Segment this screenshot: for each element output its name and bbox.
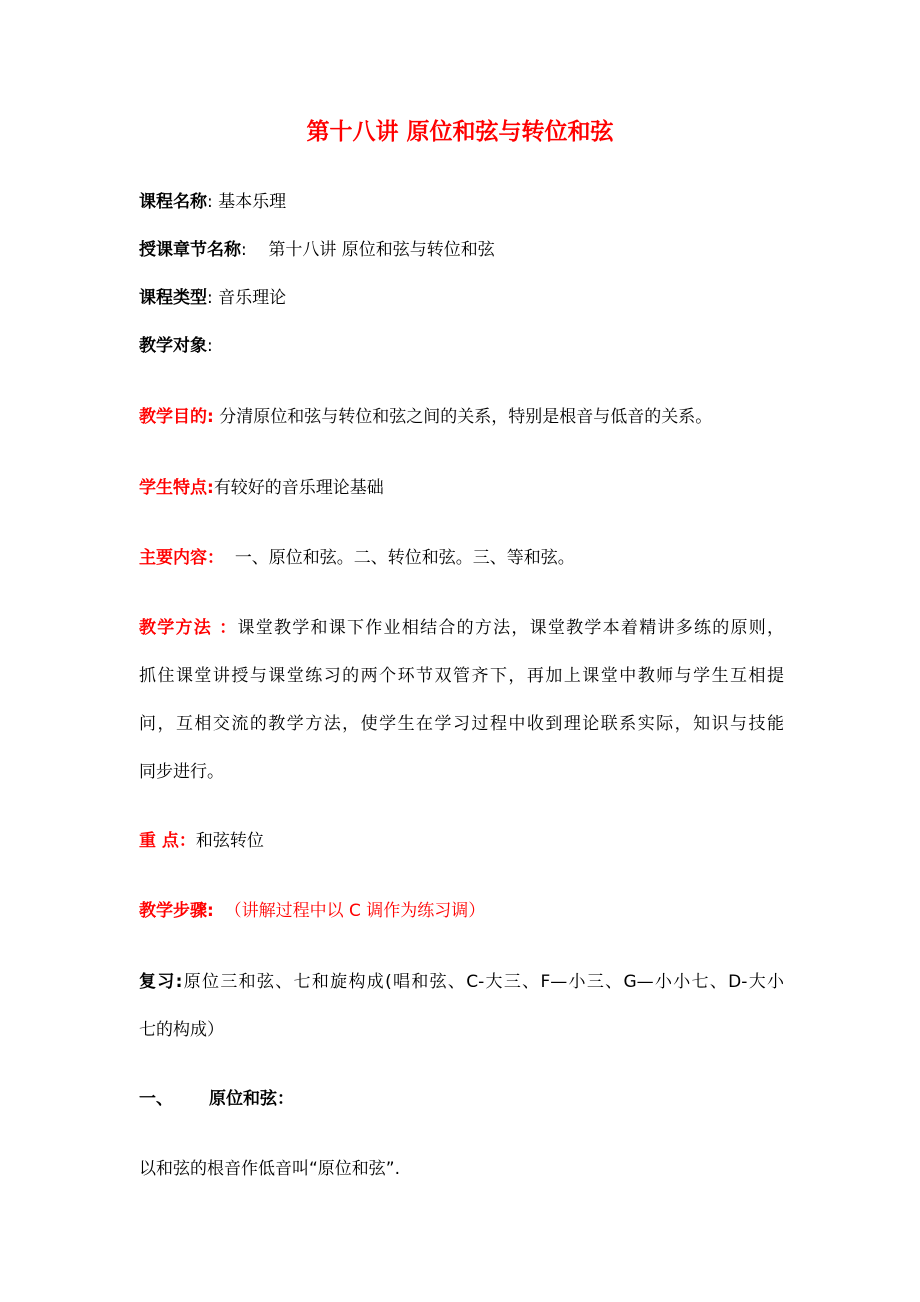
objective-field [139,405,784,429]
review-field [139,958,784,1054]
review-line-1 [139,958,784,1006]
method-label: 教学方法 ： [139,618,238,638]
course-type-sep: : [207,288,213,308]
steps-value: （讲解过程中以 C 调作为练习调） [224,901,486,921]
course-type-value: 音乐理论 [218,288,287,308]
course-type-field [139,286,784,310]
section-1-body: 以和弦的根音作低音叫“原位和弦”. [139,1159,401,1179]
main-content-label: 主要内容： [139,548,224,568]
chapter-name-label: 授课章节名称 [139,240,241,260]
chapter-name-value: 第十八讲 原位和弦与转位和弦 [268,240,495,260]
chapter-name-sep: : [241,240,247,260]
section-1-title: 原位和弦： [209,1089,294,1109]
method-line-4: 同步进行。 [139,762,224,782]
course-name-label: 课程名称 [139,192,207,212]
method-line-3: 问，互相交流的教学方法，使学生在学习过程中收到理论联系实际，知识与技能 [139,714,784,734]
method-line-2: 抓住课堂讲授与课堂练习的两个环节双管齐下，再加上课堂中教师与学生互相提 [139,666,784,686]
method-field [139,604,784,796]
section-1-heading [139,1087,784,1111]
course-name-field [139,190,784,214]
student-traits-field [139,476,784,500]
review-label: 复习: [139,972,183,992]
key-point-value: 和弦转位 [195,831,264,851]
method-text-1: 课堂教学和课下作业相结合的方法，课堂教学本着精讲多练的原则， [237,618,785,638]
main-content-value: 一、原位和弦。二、转位和弦。三、等和弦。 [234,548,575,568]
student-traits-label: 学生特点: [139,478,214,498]
objective-label: 教学目的: [139,407,214,427]
key-point-field [139,829,784,853]
student-traits-value: 有较好的音乐理论基础 [213,478,384,498]
main-content-field [139,546,784,570]
method-line-1 [139,604,784,652]
audience-label: 教学对象 [139,336,207,356]
audience-field [139,334,784,358]
page-title: 第十八讲 原位和弦与转位和弦 [306,119,614,145]
audience-sep: : [207,336,213,356]
key-point-label: 重 点： [139,831,196,851]
course-name-value: 基本乐理 [218,192,287,212]
course-type-label: 课程类型 [139,288,207,308]
section-1-number: 一、 [139,1089,173,1109]
objective-value: 分清原位和弦与转位和弦之间的关系，特别是根音与低音的关系。 [219,407,713,427]
course-name-sep: : [207,192,213,212]
steps-field [139,899,784,923]
review-text-1: 原位三和弦、七和旋构成(唱和弦、C-大三、F—小三、G—小小七、D-大小 [182,972,784,992]
steps-label: 教学步骤: [139,901,214,921]
review-line-2: 七的构成） [139,1020,224,1040]
chapter-name-field [139,238,784,262]
